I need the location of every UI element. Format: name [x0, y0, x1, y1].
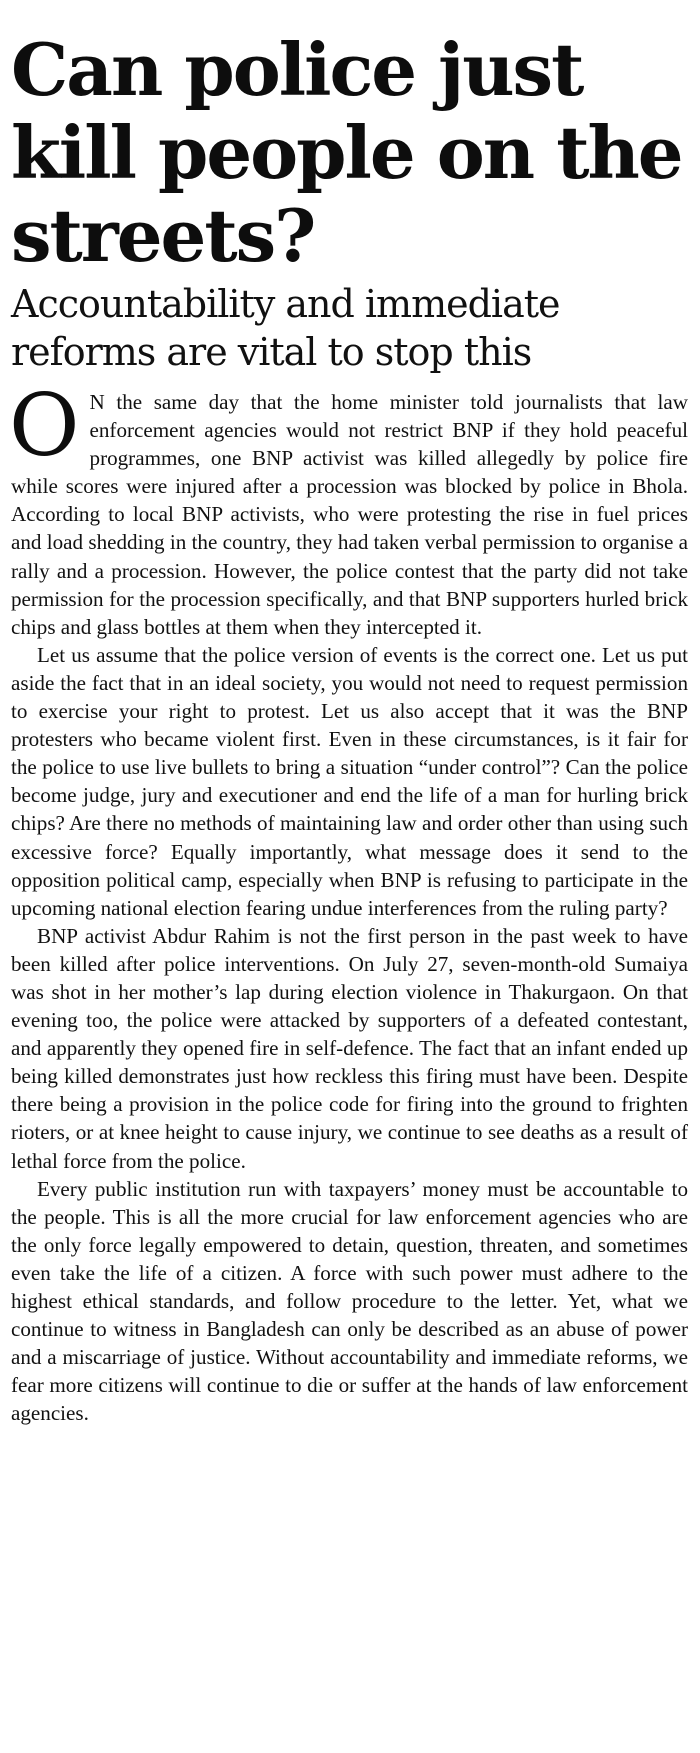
paragraph-3: BNP activist Abdur Rahim is not the first person in the past week to have been killed after police interventions. On July 27, seven-month-old Sumaiya was shot in her mother’s lap during election violence in Thakurgaon. On that evening too, the police were attacked by supporters of a defeated contestant, and apparently they opened fire in self-defence. The fact that an infant ended up being killed demonstrates just how reckless this firing must have been. Despite there being a provision in the police code for firing into the ground to frighten rioters, or at knee height to cause injury, we continue to see deaths as a result of lethal force from the police.: [11, 923, 688, 1173]
paragraph-2: Let us assume that the police version of events is the correct one. Let us put aside the fact that in an ideal society, you would not need to request permission to exercise your right to protest. Let us also accept that it was the BNP protesters who became violent first. Even in these circumstances, is it fair for the police to use live bullets to bring a situation “under control”? Can the police become judge, jury and executioner and end the life of a man for hurling brick chips? Are there no methods of maintaining law and order other than using such excessive force? Equally importantly, what message does it send to the opposition political camp, especially when BNP is refusing to participate in the upcoming national election fearing undue interferences from the ruling party?: [11, 642, 688, 920]
article-body: [9, 376, 688, 1427]
subheadline: Accountability and immediate reforms are vital to stop this: [11, 282, 560, 374]
paragraph-4: Every public institution run with taxpayers’ money must be accountable to the people. This is all the more crucial for law enforcement agencies who are the only force legally empowered to detain, question, threaten, and sometimes even take the life of a citizen. A force with such power must adhere to the highest ethical standards, and follow procedure to the letter. Yet, what we continue to witness in Bangladesh can only be described as an abuse of power and a miscarriage of justice. Without accountability and immediate reforms, we fear more citizens will continue to die or suffer at the hands of law enforcement agencies.: [11, 1176, 688, 1426]
paragraph-1-text: N the same day that the home minister told journalists that law enforcement agencies would not restrict BNP if they hold peaceful programmes, one BNP activist was killed allegedly by police fire while scores were injured after a procession was blocked by police in Bhola. According to local BNP activists, who were protesting the rise in fuel prices and load shedding in the country, they had taken verbal permission to organise a rally and a procession. However, the police contest that the party did not take permission for the procession specifically, and that BNP supporters hurled brick chips and glass bottles at them when they intercepted it.: [11, 390, 688, 639]
paragraph-1: [9, 376, 688, 641]
drop-cap: O: [9, 376, 80, 476]
headline: Can police just kill people on the streets?: [11, 27, 682, 278]
